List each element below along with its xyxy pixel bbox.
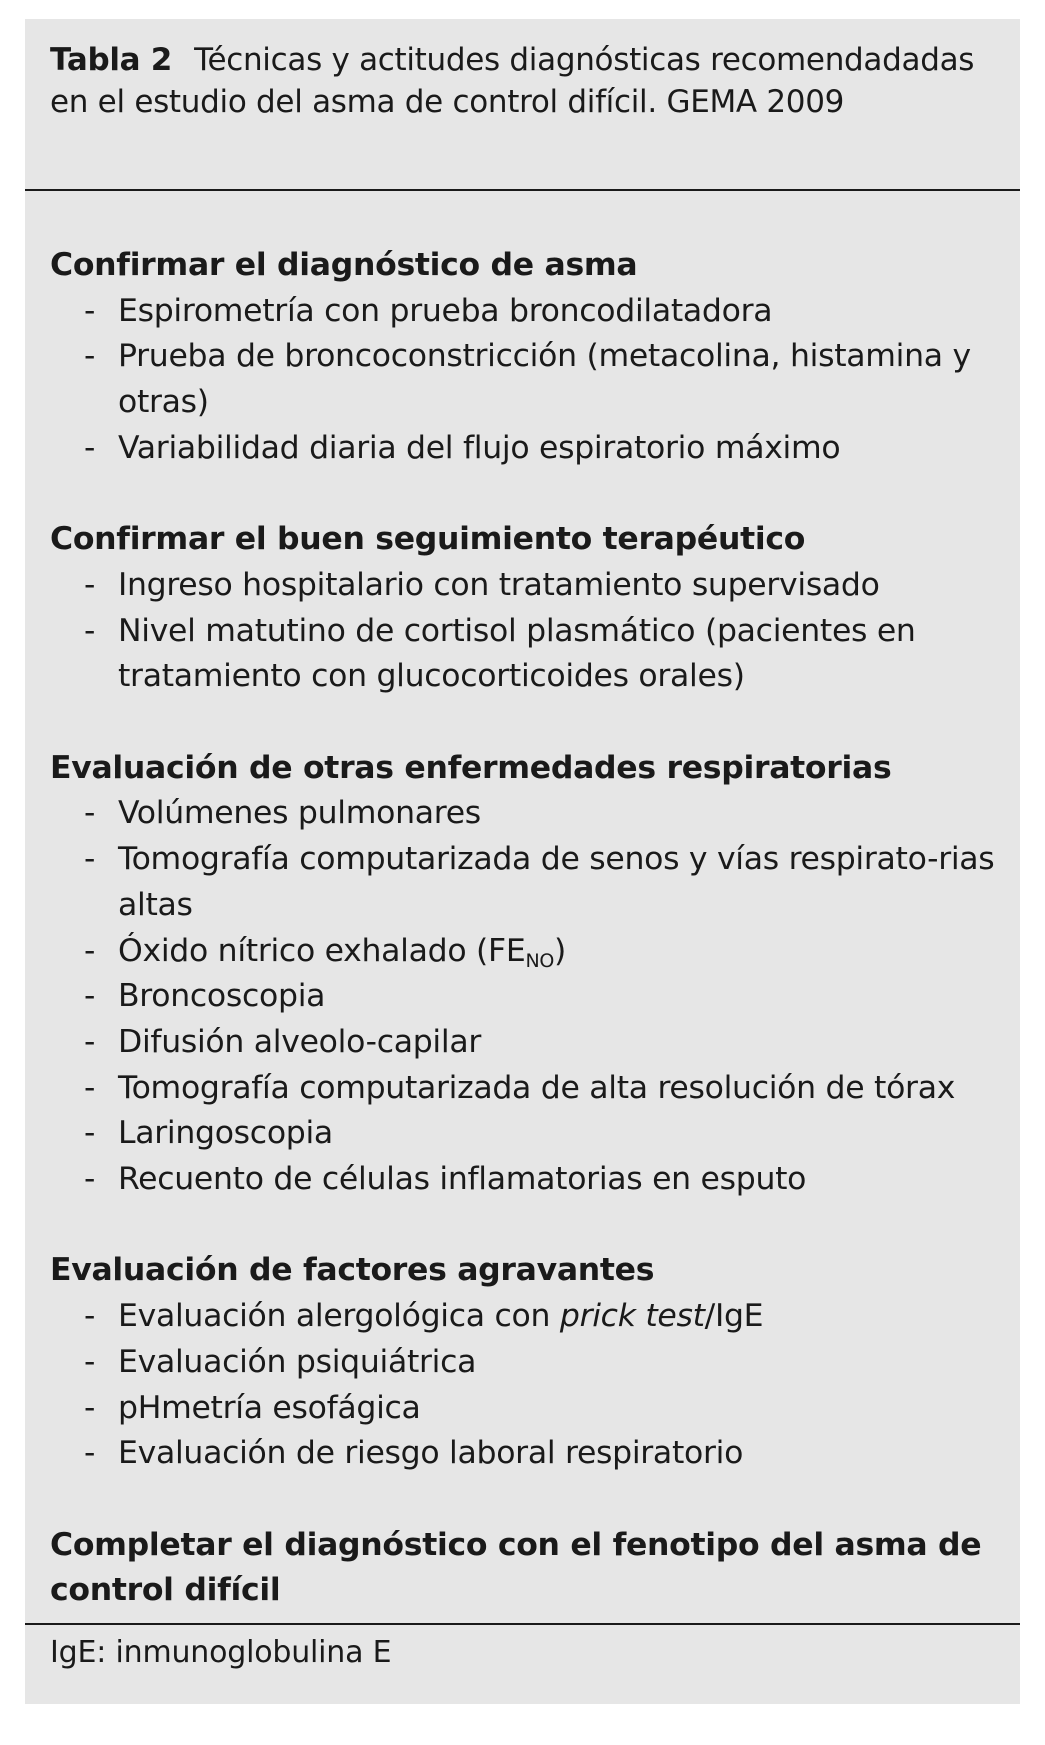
list-item: - Tomografía computarizada de alta resolución de tórax	[84, 1069, 956, 1106]
table-caption	[50, 39, 990, 123]
section-other-diseases	[50, 746, 1010, 1203]
section-aggravating-factors	[50, 1248, 1010, 1477]
section-adherence	[50, 517, 1010, 700]
list-item: - Volúmenes pulmonares	[84, 795, 481, 832]
section-heading: Confirmar el diagnóstico de asma	[50, 247, 638, 283]
list-item: - pHmetría esofágica	[84, 1389, 421, 1426]
list-item: - Nivel matutino de cortisol plasmático (pacientes en tratamiento con glucocorticoides orales)	[84, 612, 916, 695]
list-item: - Evaluación alergológica con prick test/IgE	[84, 1298, 764, 1335]
table-title: Técnicas y actitudes diagnósticas recomendadadas en el estudio del asma de control difícil. GEMA 2009	[50, 42, 975, 120]
section-heading: Confirmar el buen seguimiento terapéutico	[50, 521, 806, 558]
prick-test-italic: prick test	[559, 1298, 705, 1335]
table-body	[50, 243, 1010, 1614]
section-confirm-diagnosis	[50, 243, 1010, 472]
top-rule	[25, 189, 1020, 191]
list-item: - Difusión alveolo-capilar	[84, 1023, 481, 1060]
list-item: - Recuento de células inflamatorias en esputo	[84, 1161, 807, 1198]
section-heading: Completar el diagnóstico con el fenotipo del asma de control difícil	[50, 1526, 982, 1609]
list-item: - Evaluación psiquiátrica	[84, 1343, 477, 1380]
list-item: - Espirometría con prueba broncodilatadora	[84, 292, 773, 329]
table-label: Tabla 2	[50, 42, 173, 78]
list-item: - Óxido nítrico exhalado $(FE_{NO})$	[84, 932, 567, 972]
table-box	[25, 19, 1020, 1704]
bottom-rule	[25, 1623, 1020, 1625]
footnote: IgE: inmunoglobulina E	[50, 1635, 392, 1670]
fe-subscript: NO	[525, 949, 555, 972]
list-item: - Laringoscopia	[84, 1115, 333, 1152]
list-item: - Ingreso hospitalario con tratamiento supervisado	[84, 566, 880, 603]
list-item: - Broncoscopia	[84, 978, 326, 1015]
list-item: - Evaluación de riesgo laboral respiratorio	[84, 1435, 744, 1472]
section-heading: Evaluación de otras enfermedades respiratorias	[50, 749, 892, 786]
section-phenotype	[50, 1523, 1010, 1614]
list-item: - Variabilidad diaria del flujo espiratorio máximo	[84, 429, 841, 466]
list-item: - Prueba de broncoconstricción (metacolina, histamina y otras)	[84, 338, 971, 421]
section-heading: Evaluación de factores agravantes	[50, 1252, 655, 1289]
list-item: - Tomografía computarizada de senos y vías respirato-rias altas	[84, 841, 995, 923]
